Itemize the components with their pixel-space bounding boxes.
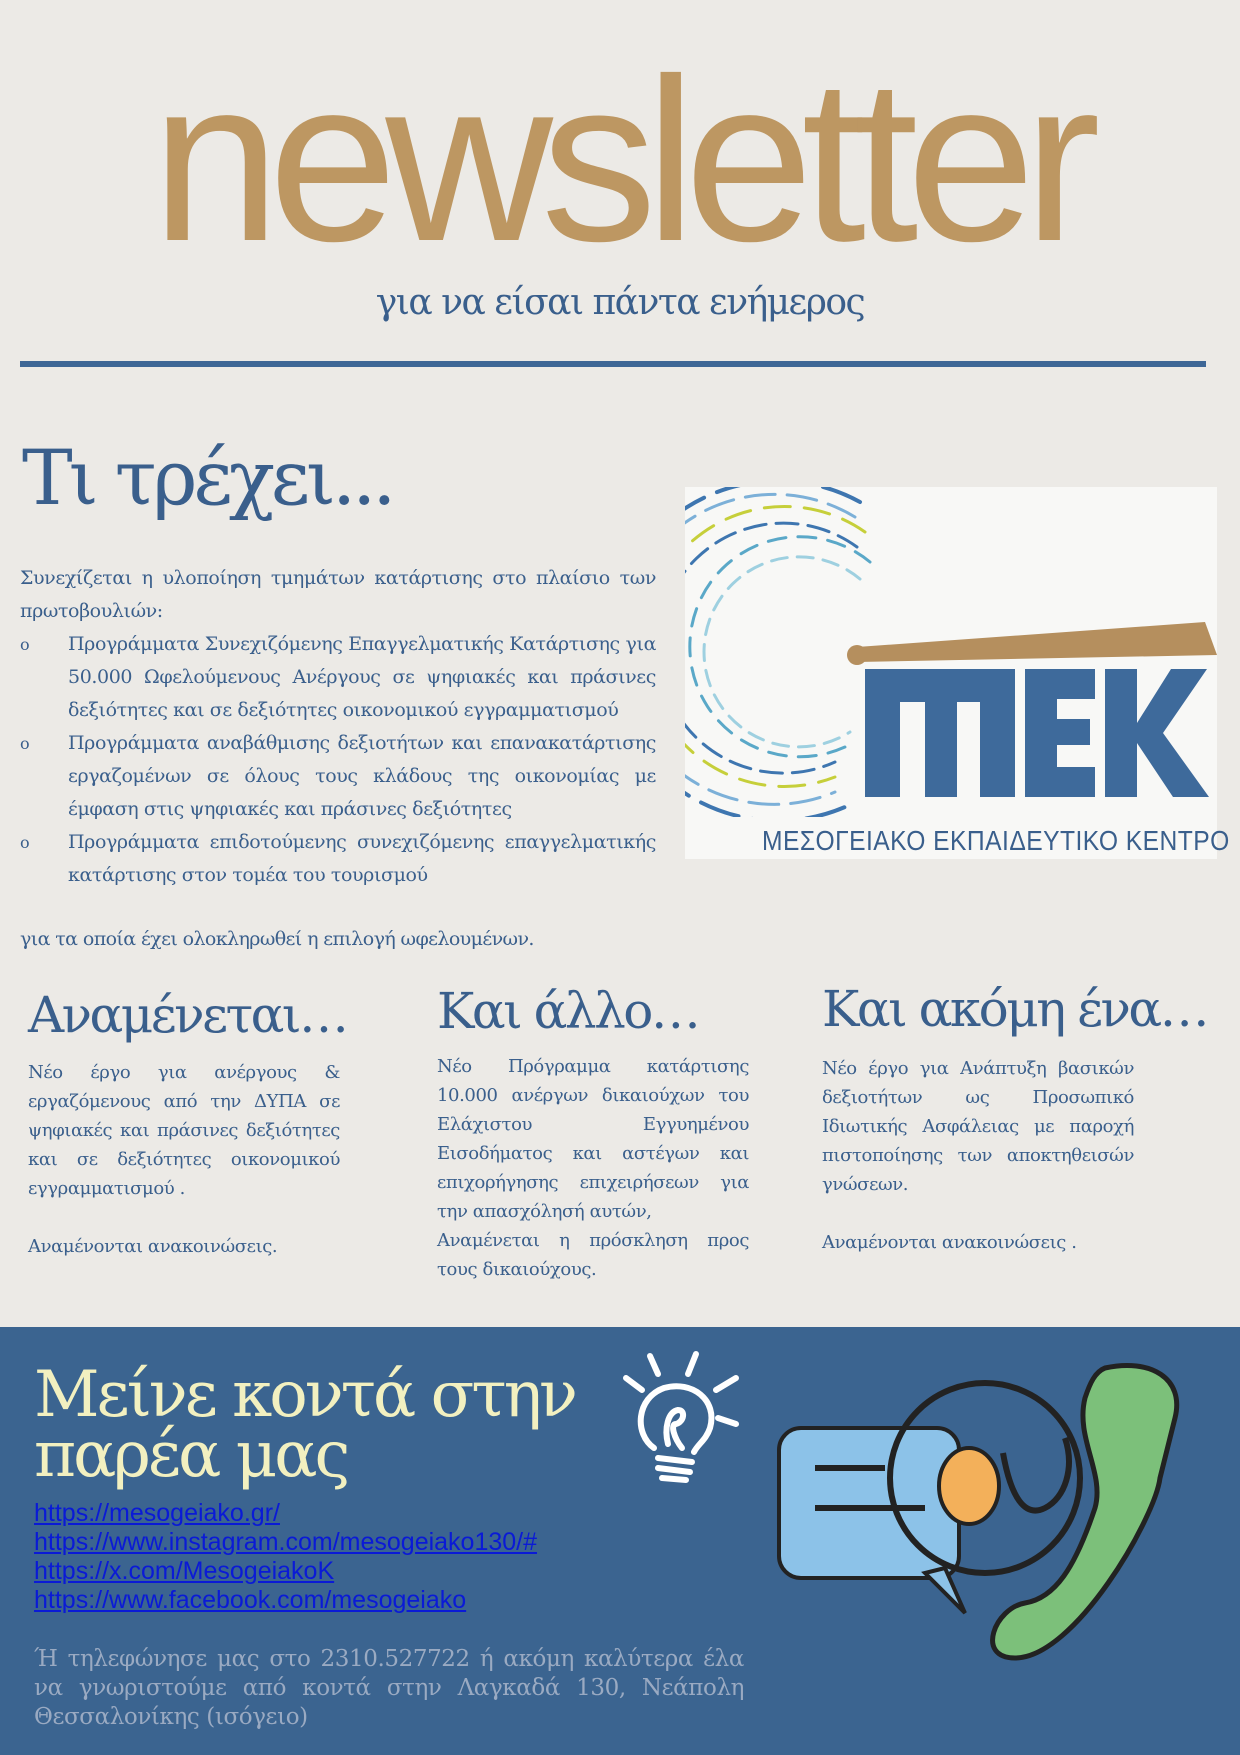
stay-close-heading: Μείνε κοντά στην παρέα μας [34,1358,575,1492]
column-note: Αναμένεται η πρόσκληση προς τους δικαιούχους. [437,1230,749,1280]
mek-logo-graphic [685,487,1217,817]
website-link[interactable]: https://mesogeiako.gr/ [34,1499,280,1527]
news-list [20,628,656,892]
column-note: Αναμένονται ανακοινώσεις . [822,1232,1077,1253]
column-expected [28,986,347,1261]
bullet-marker: o [20,734,30,753]
list-item: o Προγράμματα αναβάθμισης δεξιοτήτων και επανακατάρτισης εργαζομένων σε όλους τους κλάδους της οικονομίας με έμφαση στις ψηφιακές και πράσινες δεξιότητες [20,727,656,826]
bullet-marker: o [20,635,30,654]
x-link[interactable]: https://x.com/MesogeiakoK [34,1557,335,1585]
chat-email-phone-icon [775,1358,1205,1678]
column-body: Νέο Πρόγραμμα κατάρτισης 10.000 ανέργων δικαιούχων του Ελάχιστου Εγγυημένου Εισοδήματος και αστέγων και επιχορήγησης επιχειρήσεων για την απασχόλησή αυτών, [437,1056,749,1222]
instagram-link[interactable]: https://www.instagram.com/mesogeiako130/# [34,1528,538,1556]
column-note: Αναμένονται ανακοινώσεις. [28,1236,278,1257]
newsletter-title: newsletter [151,31,1089,290]
lightbulb-icon [612,1348,748,1488]
header-divider [20,361,1206,367]
social-links [34,1499,537,1615]
list-item: o Προγράμματα επιδοτούμενης συνεχιζόμενης επαγγελματικής κατάρτισης στον τομέα του τουρισμού [20,826,656,892]
contact-text: Ή τηλεφώνησε μας στο 2310.527722 ή ακόμη καλύτερα έλα να γνωριστούμε από κοντά στην Λαγκαδά 130, Νεάπολη Θεσσαλονίκης (ισόγειο) [34,1646,744,1730]
column-body: Νέο έργο για Ανάπτυξη βασικών δεξιοτήτων ως Προσωπικό Ιδιωτικής Ασφάλειας με παροχή πιστοποίησης των αποκτηθεισών γνώσεων. [822,1058,1134,1195]
mek-logo [685,487,1230,859]
column-one-more [822,980,1208,1257]
bullet-marker: o [20,833,30,852]
column-more [437,982,749,1284]
news-closing: για τα οποία έχει ολοκληρωθεί η επιλογή ωφελουμένων. [20,928,534,950]
list-item: o Προγράμματα Συνεχιζόμενης Επαγγελματικής Κατάρτισης για 50.000 Ωφελούμενους Ανέργους σε ψηφιακές και πράσινες δεξιότητες και σε δεξιότητες οικονομικού εγγραμματισμού [20,628,656,727]
column-heading: Και άλλο… [437,982,699,1040]
news-heading: Τι τρέχει... [22,433,393,522]
column-heading: Αναμένεται… [28,986,347,1044]
tagline: για να είσαι πάντα ενήμερος [375,282,865,323]
logo-caption: ΜΕΣΟΓΕΙΑΚΟ ΕΚΠΑΙΔΕΥΤΙΚΟ ΚΕΝΤΡΟ [762,825,1230,856]
facebook-link[interactable]: https://www.facebook.com/mesogeiako [34,1586,467,1614]
column-body: Νέο έργο για ανέργους & εργαζόμενους από την ΔΥΠΑ σε ψηφιακές και πράσινες δεξιότητες και σε δεξιότητες οικονομικού εγγραμματισμού . [28,1062,340,1199]
news-intro: Συνεχίζεται η υλοποίηση τμημάτων κατάρτισης στο πλαίσιο των πρωτοβουλιών: [20,567,656,622]
column-heading: Και ακόμη ένα… [822,980,1208,1038]
